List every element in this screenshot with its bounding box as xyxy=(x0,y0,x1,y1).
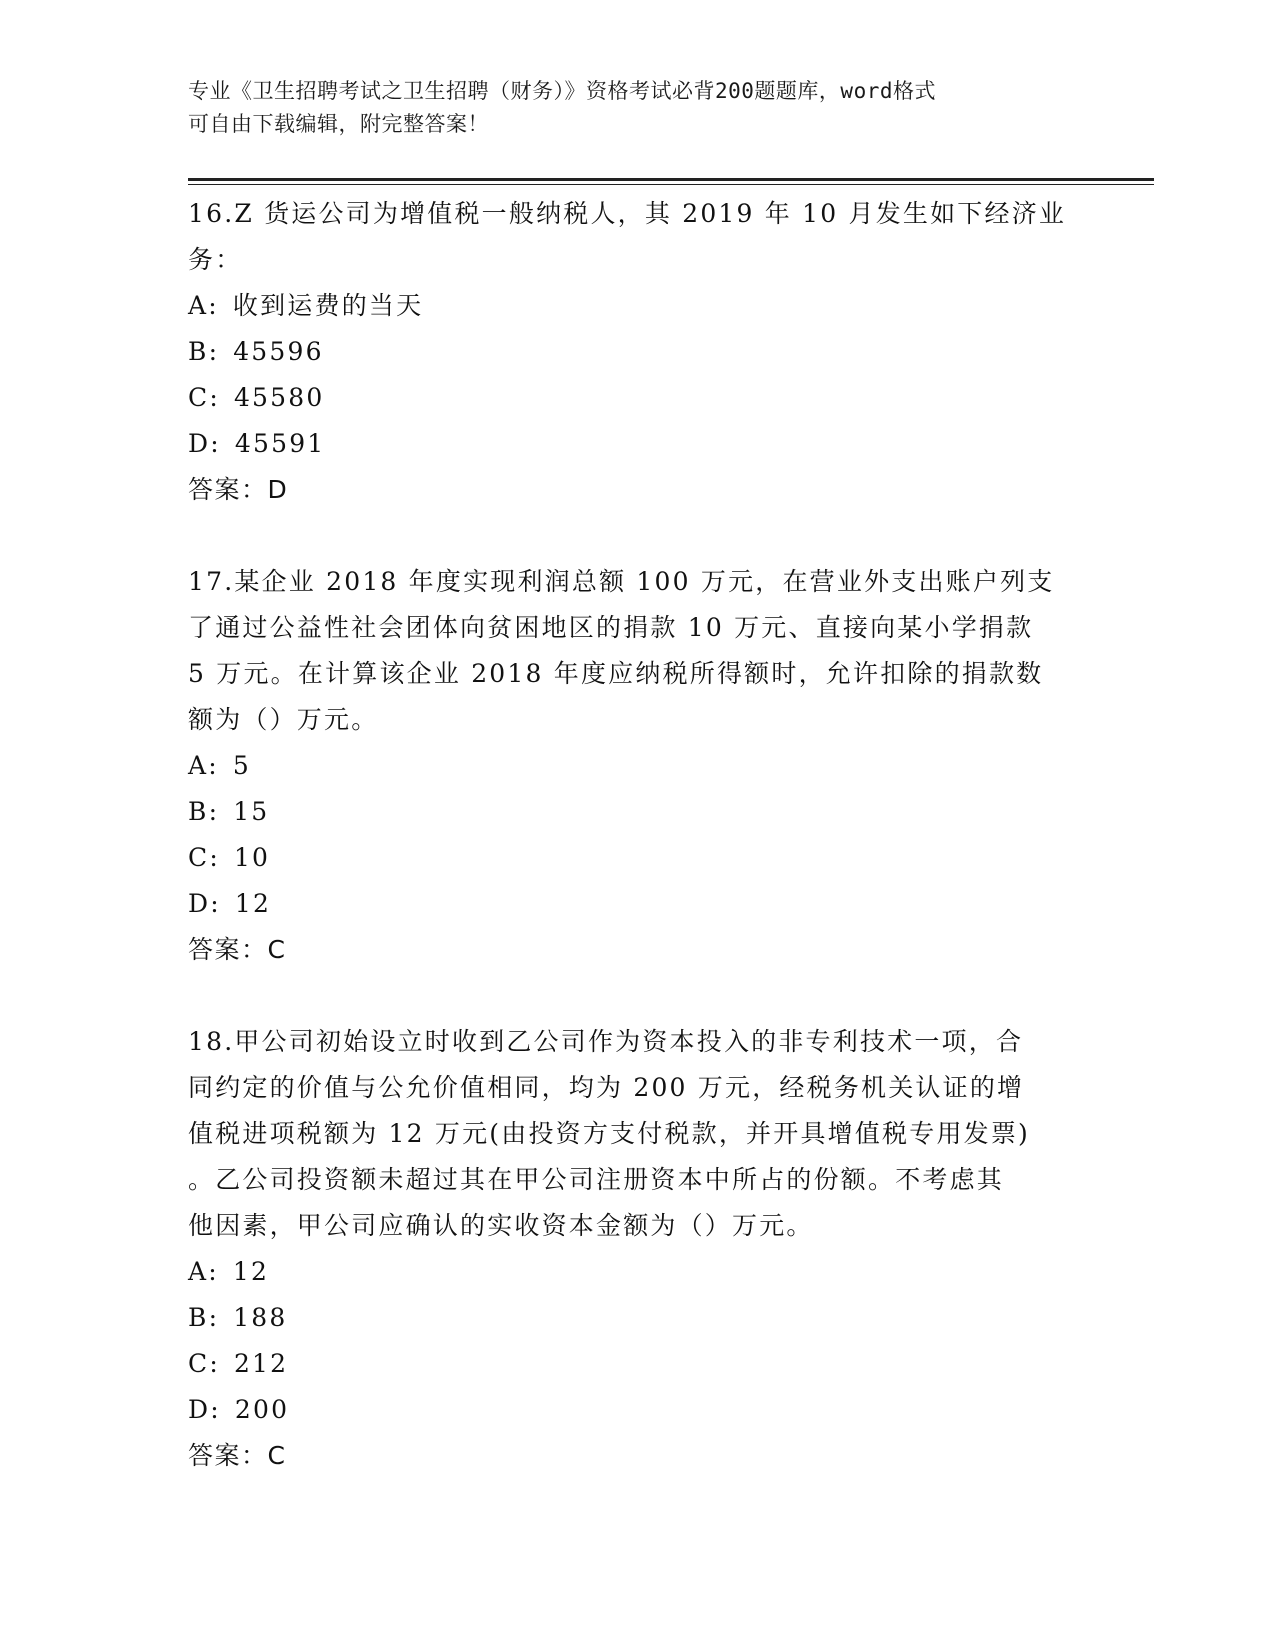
option-c xyxy=(188,375,1088,421)
option-a xyxy=(188,743,1088,789)
header-divider-thick xyxy=(188,178,1154,181)
answer-line: 答案：C xyxy=(188,935,287,964)
option-letter: A: xyxy=(188,751,219,780)
document-header xyxy=(188,75,1068,141)
question-16 xyxy=(188,191,1088,513)
stem-line: 同约定的价值与公允价值相同，均为 200 万元，经税务机关认证的增 xyxy=(188,1073,1025,1102)
option-letter: C: xyxy=(188,383,220,412)
option-text: 212 xyxy=(233,1349,289,1378)
option-letter: A: xyxy=(188,291,219,320)
option-letter: B: xyxy=(188,337,220,366)
question-17 xyxy=(188,559,1088,973)
question-18 xyxy=(188,1019,1088,1479)
option-text: 45596 xyxy=(233,337,324,366)
option-b xyxy=(188,789,1088,835)
stem-line: 务： xyxy=(188,245,243,274)
option-letter: B: xyxy=(188,797,220,826)
stem-line: 5 万元。在计算该企业 2018 年度应纳税所得额时，允许扣除的捐款数 xyxy=(188,659,1044,688)
stem-line: 17.某企业 2018 年度实现利润总额 100 万元，在营业外支出账户列支 xyxy=(188,567,1055,596)
option-text: 5 xyxy=(232,751,251,780)
option-text: 10 xyxy=(233,843,271,872)
option-letter: C: xyxy=(188,843,220,872)
question-stem xyxy=(188,559,1088,743)
stem-line: 16.Z 货运公司为增值税一般纳税人，其 2019 年 10 月发生如下经济业 xyxy=(188,199,1067,228)
option-letter: D: xyxy=(188,889,221,918)
option-a xyxy=(188,1249,1088,1295)
option-text: 200 xyxy=(234,1395,290,1424)
option-text: 15 xyxy=(233,797,270,826)
option-text: 12 xyxy=(234,889,272,918)
question-stem xyxy=(188,1019,1088,1249)
question-spacer xyxy=(188,973,1088,1019)
stem-line: 值税进项税额为 12 万元(由投资方支付税款，并开具增值税专用发票) xyxy=(188,1119,1031,1148)
stem-line: 18.甲公司初始设立时收到乙公司作为资本投入的非专利技术一项，合 xyxy=(188,1027,1024,1056)
option-d xyxy=(188,1387,1088,1433)
option-letter: D: xyxy=(188,1395,221,1424)
question-stem xyxy=(188,191,1088,283)
stem-line: 。乙公司投资额未超过其在甲公司注册资本中所占的份额。不考虑其 xyxy=(188,1165,1005,1194)
option-b xyxy=(188,329,1088,375)
option-text: 45591 xyxy=(234,429,326,458)
option-text: 12 xyxy=(232,1257,270,1286)
header-line-2: 可自由下载编辑，附完整答案！ xyxy=(188,112,489,136)
option-c xyxy=(188,1341,1088,1387)
question-list xyxy=(188,191,1088,1479)
stem-line: 额为（）万元。 xyxy=(188,705,379,734)
header-divider-thin xyxy=(188,184,1154,185)
option-text: 收到运费的当天 xyxy=(232,291,424,320)
stem-line: 了通过公益性社会团体向贫困地区的捐款 10 万元、直接向某小学捐款 xyxy=(188,613,1034,642)
option-text: 45580 xyxy=(233,383,325,412)
question-spacer xyxy=(188,513,1088,559)
option-b xyxy=(188,1295,1088,1341)
option-d xyxy=(188,881,1088,927)
option-letter: D: xyxy=(188,429,221,458)
option-letter: A: xyxy=(188,1257,219,1286)
option-letter: C: xyxy=(188,1349,220,1378)
option-d xyxy=(188,421,1088,467)
option-text: 188 xyxy=(233,1303,288,1332)
answer-line: 答案：C xyxy=(188,1441,287,1470)
option-letter: B: xyxy=(188,1303,220,1332)
answer-line: 答案：D xyxy=(188,475,289,504)
stem-line: 他因素，甲公司应确认的实收资本金额为（）万元。 xyxy=(188,1211,814,1240)
option-a xyxy=(188,283,1088,329)
header-line-1: 专业《卫生招聘考试之卫生招聘（财务）》资格考试必背200题题库，word格式 xyxy=(188,79,936,103)
option-c xyxy=(188,835,1088,881)
